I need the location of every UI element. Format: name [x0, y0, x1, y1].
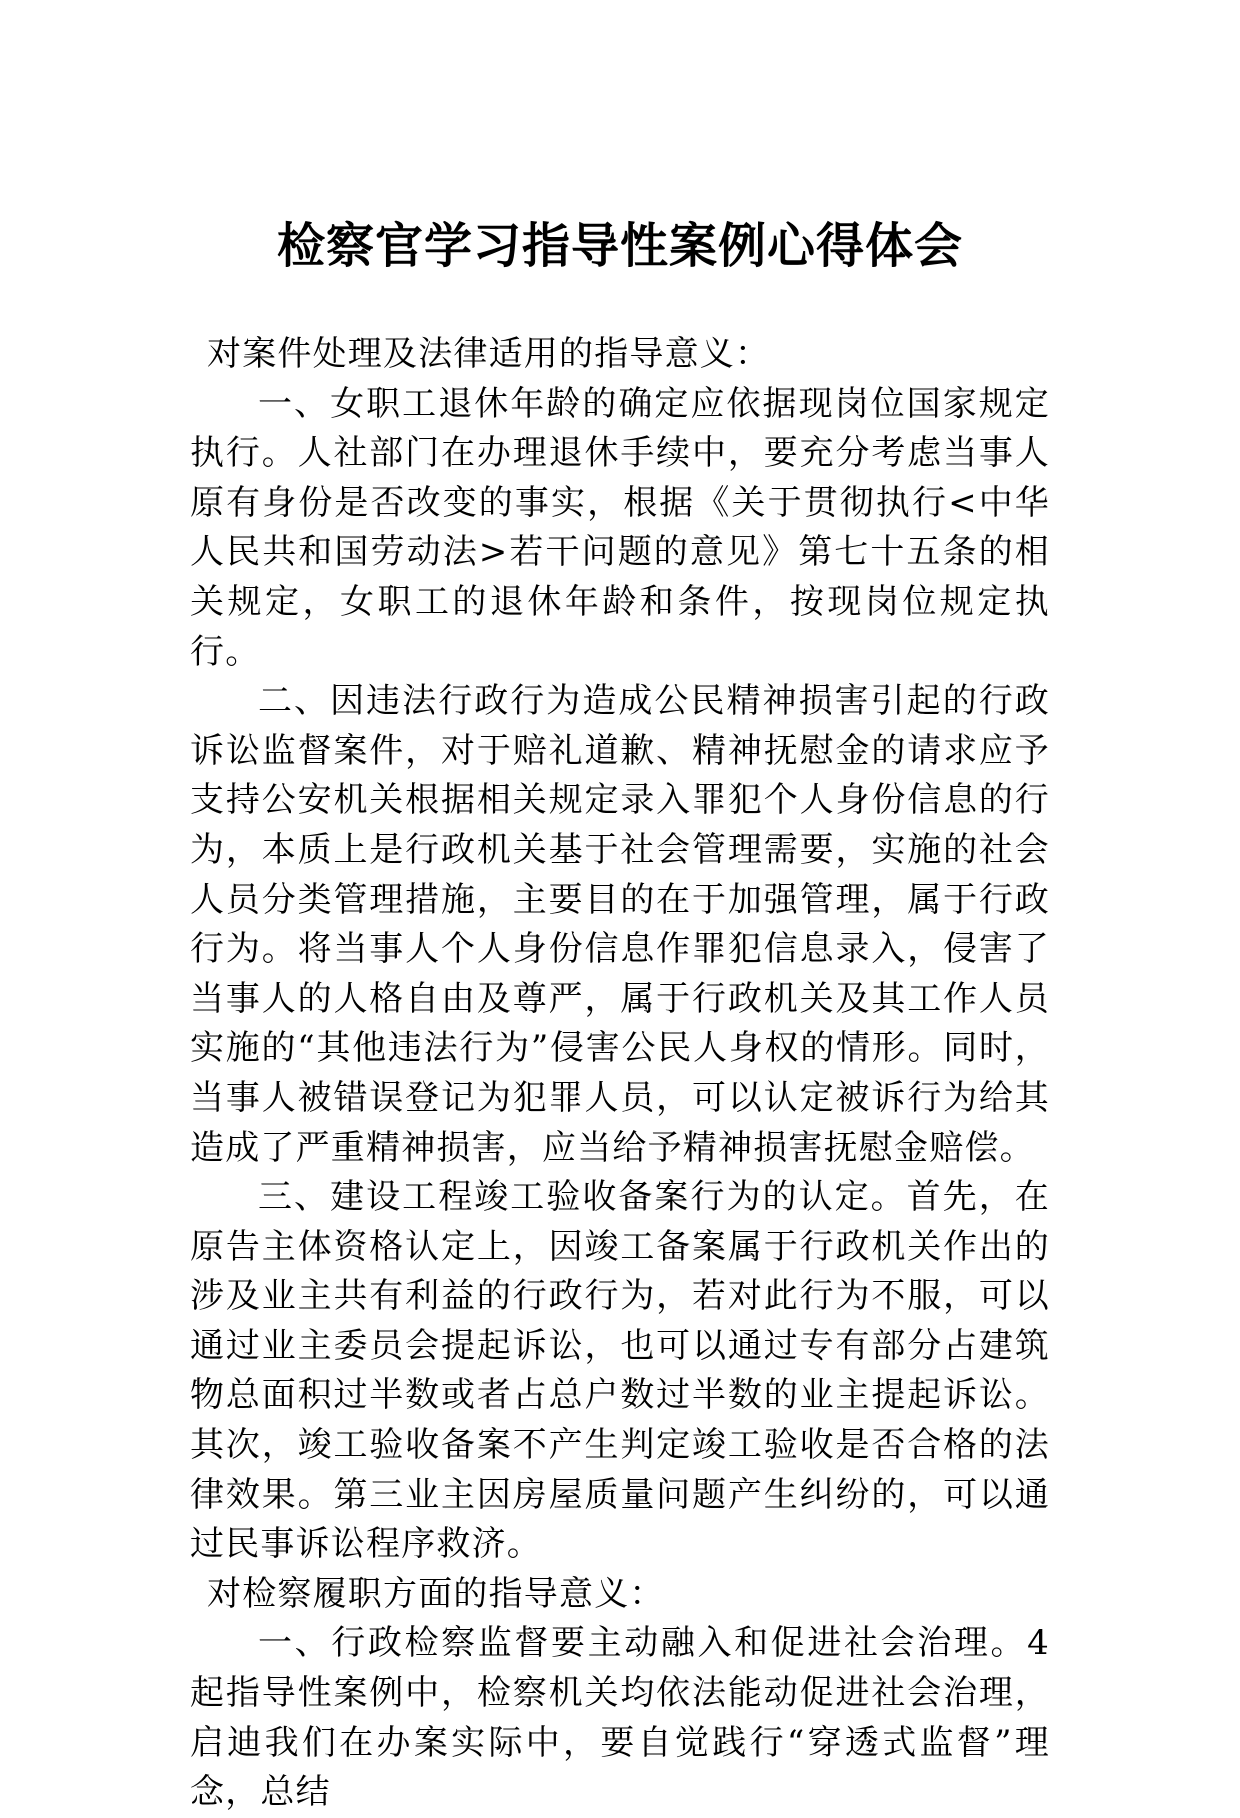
document-title: 检察官学习指导性案例心得体会 [276, 218, 963, 274]
paragraph-completion-filing: 三、建设工程竣工验收备案行为的认定。首先，在原告主体资格认定上，因竣工备案属于行政机关作出的涉及业主共有利益的行政行为，若对此行为不服，可以通过业主委员会提起诉讼，也可以通过专有部分占建筑物总面积过半数或者占总户数过半数的业主提起诉讼。其次，竣工验收备案不产生判定竣工验收是否合格的法律效果。第三业主因房屋质量问题产生纠纷的，可以通过民事诉讼程序救济。 [190, 1177, 1050, 1565]
section-heading-procuratorial-duty: 对检察履职方面的指导意义： [207, 1573, 665, 1614]
paragraph-social-governance: 一、行政检察监督要主动融入和促进社会治理。4起指导性案例中，检察机关均依法能动促进社会治理，启迪我们在办案实际中，要自觉践行“穿透式监督”理念，总结 [190, 1623, 1050, 1813]
paragraph-retirement-age: 一、女职工退休年龄的确定应依据现岗位国家规定执行。人社部门在办理退休手续中，要充分考虑当事人原有身份是否改变的事实，根据《关于贯彻执行<中华人民共和国劳动法>若干问题的意见》第七十五条的相关规定，女职工的退休年龄和条件，按现岗位规定执行。 [190, 383, 1050, 672]
document-body [190, 330, 1050, 1818]
paragraph-mental-damage: 二、因违法行政行为造成公民精神损害引起的行政诉讼监督案件，对于赔礼道歉、精神抚慰金的请求应予支持公安机关根据相关规定录入罪犯个人身份信息的行为，本质上是行政机关基于社会管理需要，实施的社会人员分类管理措施，主要目的在于加强管理，属于行政行为。将当事人个人身份信息作罪犯信息录入，侵害了当事人的人格自由及尊严，属于行政机关及其工作人员实施的“其他违法行为”侵害公民人身权的情形。同时，当事人被错误登记为犯罪人员，可以认定被诉行为给其造成了严重精神损害，应当给予精神损害抚慰金赔偿。 [190, 681, 1050, 1168]
section-heading-case-guidance: 对案件处理及法律适用的指导意义： [207, 334, 771, 374]
